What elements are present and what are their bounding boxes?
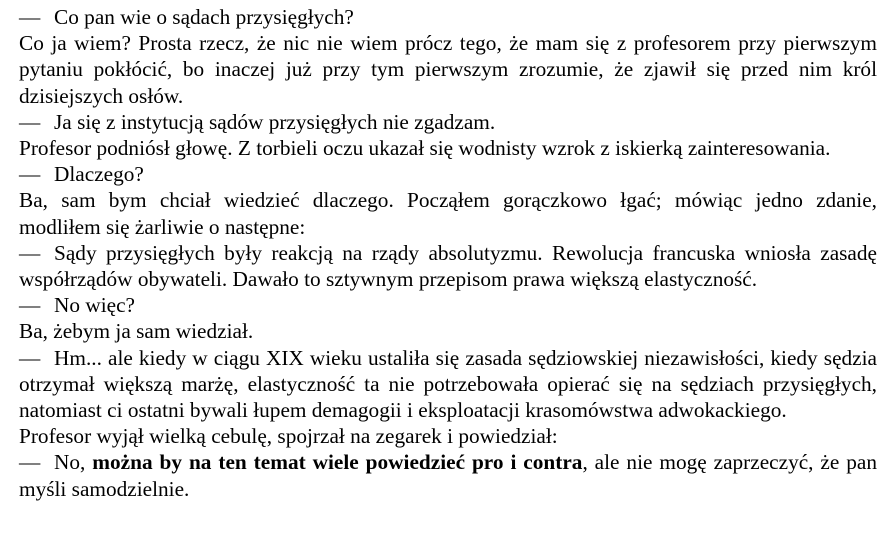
dialogue-dash: — — [19, 240, 41, 265]
narration-paragraph — [19, 187, 877, 239]
dialogue-dash: — — [19, 5, 41, 29]
narration-paragraph — [19, 30, 877, 109]
dialogue-line — [19, 345, 877, 424]
dialogue-line — [19, 240, 877, 292]
dialogue-text: Dlaczego? — [54, 162, 144, 187]
narration-paragraph — [19, 135, 877, 161]
dialogue-text: Sądy przysięgłych były reakcją na rządy absolutyzmu. Rewolucja francuska wniosła zasadę współrządów obywateli. Dawało to sztywnym przepisom prawa większą elastyczność. — [19, 240, 877, 292]
dialogue-text: No więc? — [54, 293, 136, 318]
dialogue-text: Ja się z instytucją sądów przysięgłych nie zgadzam. — [54, 109, 496, 134]
dialogue-line — [19, 4, 877, 30]
narration-paragraph — [19, 423, 877, 449]
dialogue-dash: — — [19, 450, 41, 475]
dialogue-text-end: , ale nie mogę zaprzeczyć, że pan myśli samodzielnie. — [19, 450, 877, 501]
narration-text: Profesor wyjął wielką cebulę, spojrzał na zegarek i powiedział: — [19, 424, 558, 449]
document-page — [19, 0, 877, 502]
final-dialogue-line — [19, 449, 877, 501]
dialogue-dash: — — [19, 162, 41, 187]
dialogue-dash: — — [19, 293, 41, 318]
narration-text: Co ja wiem? Prosta rzecz, że nic nie wiem prócz tego, że mam się z profesorem przy pierwszym pytaniu pokłócić, bo inaczej już przy tym pierwszym zrozumie, że zjawił się przed nim król dzisiejszych osłów. — [19, 31, 877, 108]
narration-text: Profesor podniósł głowę. Z torbieli oczu ukazał się wodnisty wzrok z iskierką zainteresowania. — [19, 136, 831, 161]
narration-paragraph — [19, 318, 877, 344]
dialogue-dash: — — [19, 345, 41, 370]
dialogue-line — [19, 292, 877, 318]
dialogue-text: Hm... ale kiedy w ciągu XIX wieku ustaliła się zasada sędziowskiej niezawisłości, kiedy sędzia otrzymał większą marżę, elastyczność ta nie potrzebowała opierać się na sędziach przysięgłych, natomiast ci ostatni bywali łupem demagogii i eksploatacji krasomówstwa adwokackiego. — [19, 345, 877, 423]
narration-text: Ba, sam bym chciał wiedzieć dlaczego. Począłem gorączkowo łgać; mówiąc jedno zdanie, modliłem się żarliwie o następne: — [19, 188, 877, 239]
dialogue-text-start: No, — [54, 450, 93, 475]
dialogue-line — [19, 109, 877, 135]
narration-text: Ba, żebym ja sam wiedział. — [19, 319, 254, 344]
dialogue-line — [19, 161, 877, 187]
emphasized-phrase: można by na ten temat wiele powiedzieć pro i contra — [92, 450, 583, 475]
dialogue-dash: — — [19, 109, 41, 134]
dialogue-text: Co pan wie o sądach przysięgłych? — [54, 5, 354, 29]
